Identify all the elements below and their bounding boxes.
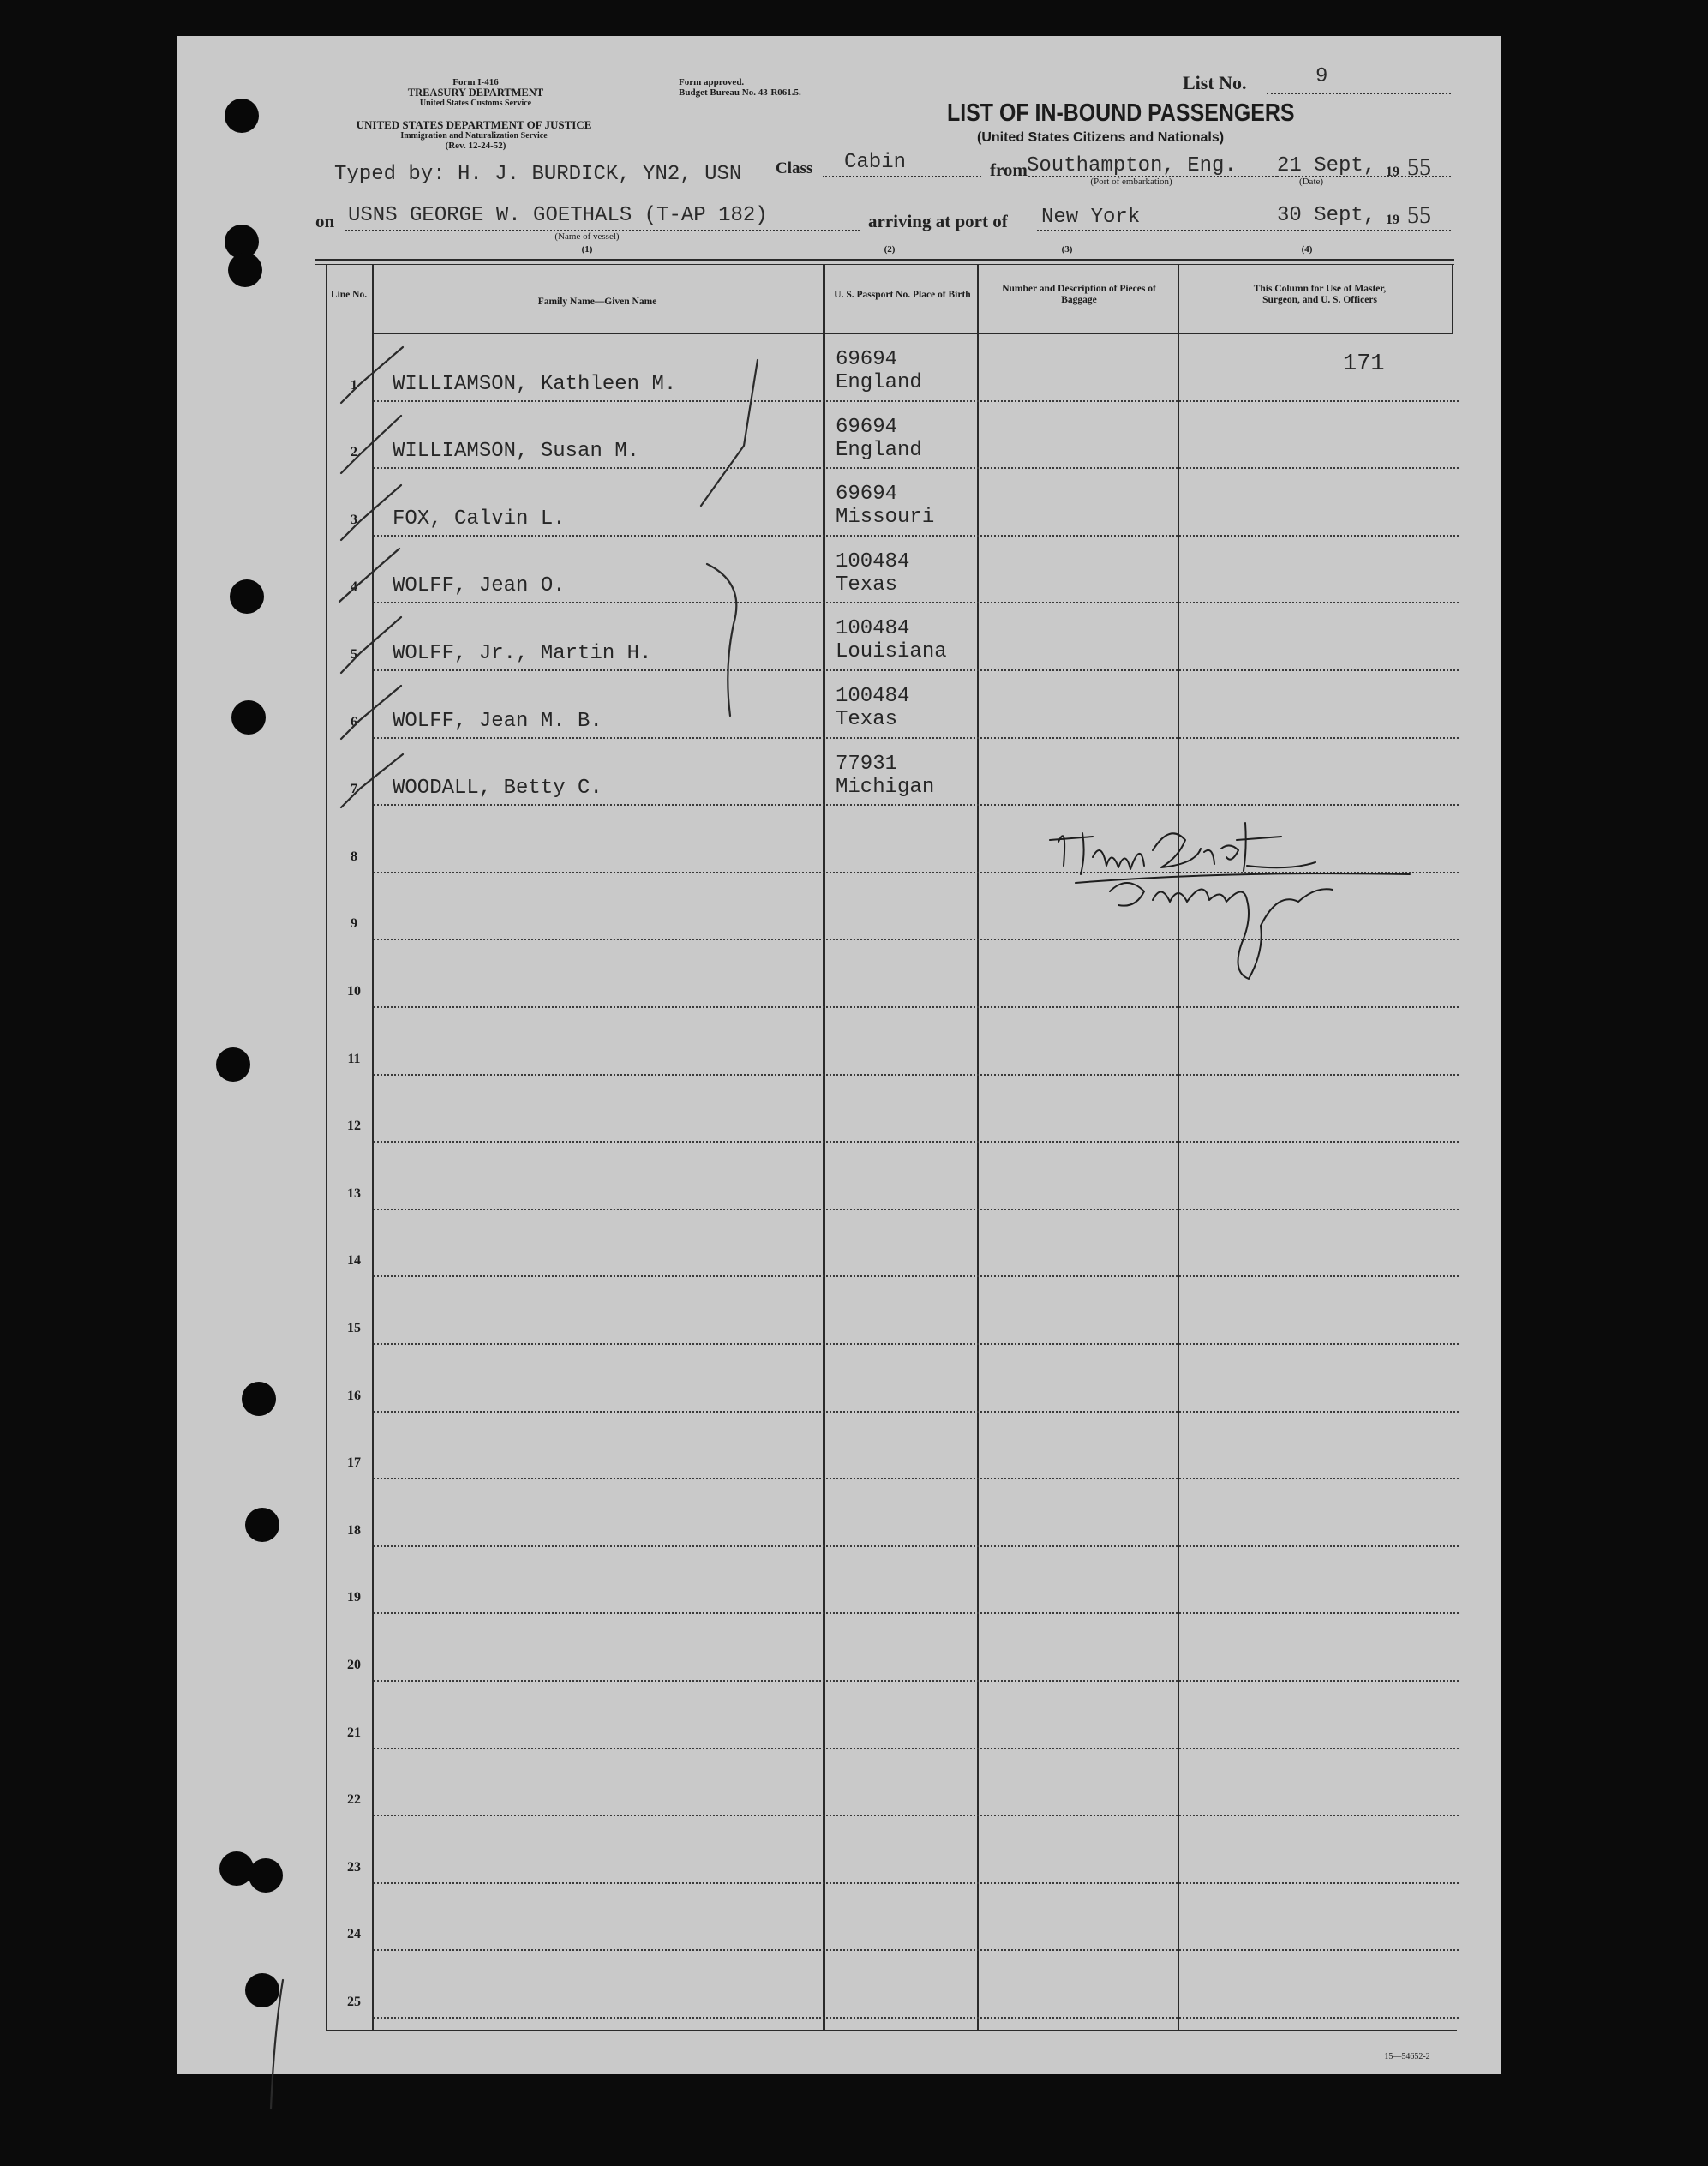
- list-no-value: 9: [1315, 65, 1328, 88]
- place-of-birth: England: [836, 438, 922, 462]
- class-label: Class: [776, 159, 813, 177]
- line-number: 4: [351, 579, 357, 595]
- line-number: 20: [347, 1658, 361, 1672]
- line-number: 8: [351, 849, 357, 864]
- passenger-name: WILLIAMSON, Kathleen M.: [393, 372, 677, 396]
- arriving-label: arriving at port of: [868, 211, 1008, 231]
- line-number: 15: [347, 1321, 361, 1335]
- passenger-name: WILLIAMSON, Susan M.: [393, 440, 640, 464]
- line-number: 10: [347, 984, 361, 999]
- form-number: Form I-416: [452, 77, 499, 87]
- header-baggage: Number and Description of Pieces of Baggage: [1002, 284, 1156, 305]
- passport-number: 100484: [836, 685, 910, 708]
- port-of-embarkation: Southampton, Eng.: [1027, 154, 1237, 177]
- line-number: 16: [347, 1388, 361, 1403]
- passenger-name: FOX, Calvin L.: [393, 507, 566, 531]
- line-number: 9: [351, 916, 357, 932]
- date-caption: (Date): [1298, 177, 1324, 187]
- column-4-number: (4): [1301, 244, 1313, 255]
- arrival-date: 30 Sept,: [1277, 204, 1376, 227]
- line-number: 22: [347, 1792, 361, 1808]
- form-approved: Form approved.: [679, 77, 745, 87]
- line-number: 7: [351, 782, 357, 797]
- arrival-year-prefix: 19: [1386, 213, 1399, 227]
- passenger-name: WOODALL, Betty C.: [393, 777, 602, 801]
- header-passport: U. S. Passport No. Place of Birth: [834, 290, 971, 300]
- passport-number: 100484: [836, 617, 910, 641]
- line-number: 1: [351, 377, 357, 393]
- place-of-birth: England: [836, 371, 922, 394]
- column-1-number: (1): [581, 244, 593, 255]
- port-embark-caption: (Port of embarkation): [1090, 177, 1172, 187]
- arrival-port: New York: [1041, 206, 1141, 229]
- agency-ins: Immigration and Naturalization Service: [400, 131, 548, 141]
- passport-number: 69694: [836, 348, 898, 371]
- class-value: Cabin: [844, 151, 907, 174]
- vessel-caption: (Name of vessel): [554, 231, 620, 242]
- place-of-birth: Texas: [836, 708, 898, 731]
- line-number: 19: [347, 1590, 361, 1605]
- line-number: 23: [347, 1859, 361, 1875]
- place-of-birth: Texas: [836, 573, 898, 597]
- departure-date: 21 Sept,: [1277, 154, 1376, 177]
- line-number: 13: [347, 1185, 361, 1201]
- vessel-name: USNS GEORGE W. GOETHALS (T-AP 182): [348, 204, 768, 227]
- year-prefix: 19: [1386, 165, 1399, 179]
- passenger-name: WOLFF, Jr., Martin H.: [393, 642, 652, 665]
- on-label: on: [315, 211, 335, 231]
- place-of-birth: Michigan: [836, 775, 935, 799]
- agency-customs: United States Customs Service: [419, 99, 532, 108]
- line-number: 11: [347, 1051, 361, 1066]
- passport-number: 77931: [836, 752, 898, 776]
- header-officers: This Column for Use of Master, Surgeon, and U. S. Officers: [1253, 284, 1387, 305]
- passenger-name: WOLFF, Jean O.: [393, 574, 566, 598]
- line-number: 14: [347, 1253, 361, 1269]
- passport-number: 69694: [836, 415, 898, 439]
- line-number: 3: [351, 512, 357, 527]
- officer-use-entry: 171: [1343, 351, 1385, 377]
- line-number: 18: [347, 1522, 361, 1538]
- passport-number: 100484: [836, 549, 910, 573]
- form-title: LIST OF IN-BOUND PASSENGERS: [947, 99, 1295, 127]
- line-number: 24: [347, 1927, 361, 1942]
- column-2-number: (2): [884, 244, 896, 255]
- footer-form-code: 15—54652-2: [1384, 2052, 1430, 2061]
- line-number: 17: [347, 1455, 361, 1471]
- place-of-birth: Louisiana: [836, 640, 947, 664]
- header-family-name: Family Name—Given Name: [537, 297, 657, 307]
- agency-justice: UNITED STATES DEPARTMENT OF JUSTICE: [356, 118, 592, 131]
- departure-year: 55: [1407, 154, 1431, 181]
- line-number: 5: [351, 647, 357, 662]
- budget-bureau-no: Budget Bureau No. 43-R061.5.: [679, 87, 801, 98]
- passport-number: 69694: [836, 483, 898, 507]
- column-3-number: (3): [1061, 244, 1073, 255]
- officer-signature: [1033, 789, 1513, 994]
- form-revision: (Rev. 12-24-52): [445, 141, 506, 151]
- passenger-name: WOLFF, Jean M. B.: [393, 709, 602, 733]
- line-number: 2: [351, 445, 357, 460]
- agency-treasury: TREASURY DEPARTMENT: [407, 87, 544, 99]
- from-label: from: [990, 159, 1028, 180]
- line-number: 25: [347, 1995, 361, 2009]
- typed-by: Typed by: H. J. BURDICK, YN2, USN: [334, 163, 742, 186]
- list-no-label: List No.: [1183, 72, 1247, 93]
- line-number: 12: [347, 1119, 361, 1134]
- line-number: 21: [347, 1725, 361, 1740]
- header-line-no: Line No.: [330, 290, 368, 300]
- arrival-year: 55: [1407, 202, 1431, 229]
- form-subtitle: (United States Citizens and Nationals): [977, 130, 1225, 145]
- line-number: 6: [351, 714, 357, 729]
- place-of-birth: Missouri: [836, 506, 935, 530]
